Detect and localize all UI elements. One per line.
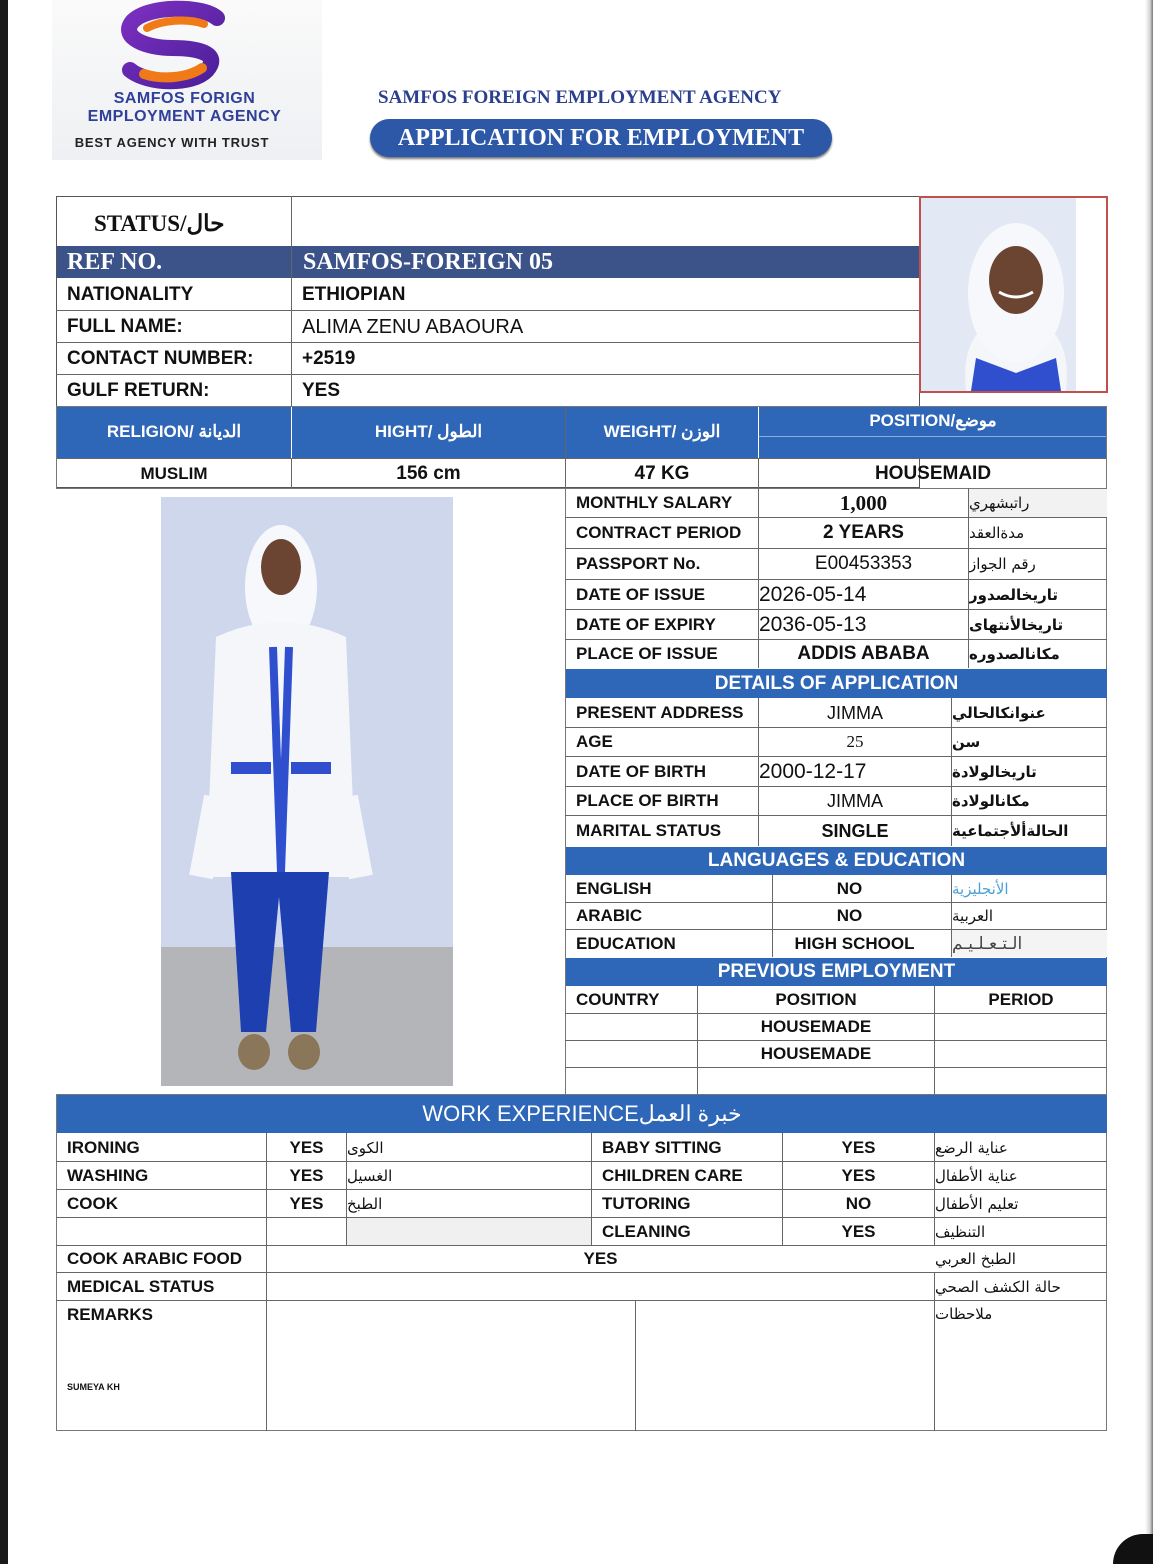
age-label: AGE xyxy=(576,732,613,751)
nationality-value: ETHIOPIAN xyxy=(302,284,406,305)
remarks-arabic: ملاحظات xyxy=(935,1305,993,1323)
ref-label: REF NO. xyxy=(67,248,163,275)
page-corner xyxy=(1113,1534,1153,1564)
tutoring-label: TUTORING xyxy=(602,1193,691,1213)
baby-sitting-value: YES xyxy=(841,1137,876,1157)
status-value xyxy=(292,197,918,244)
pob-arabic: مكانالولادة xyxy=(952,792,1030,810)
washing-label: WASHING xyxy=(67,1165,149,1185)
medical-status-arabic: حالة الكشف الصحي xyxy=(935,1277,1061,1296)
address-value: JIMMA xyxy=(827,702,883,723)
education-arabic: الـتـعـلـيـم xyxy=(952,930,1107,957)
tutoring-value: NO xyxy=(845,1193,872,1213)
contract-period-label: CONTRACT PERIOD xyxy=(576,523,742,542)
previous-employment-header: PREVIOUS EMPLOYMENT xyxy=(566,958,1107,986)
arabic-value: NO xyxy=(836,906,863,925)
logo-line2: EMPLOYMENT AGENCY xyxy=(87,108,282,125)
children-care-arabic: عناية الأطفال xyxy=(935,1166,1018,1185)
cook-arabic-food-label: COOK ARABIC FOOD xyxy=(67,1249,243,1268)
religion-header: RELIGION/ الديانة xyxy=(57,406,291,458)
cook-arabic-food-arabic: الطبخ العربي xyxy=(935,1250,1016,1268)
nationality-label: NATIONALITY xyxy=(67,284,194,305)
ironing-arabic: الكوى xyxy=(347,1138,384,1157)
full-name-label: FULL NAME: xyxy=(67,316,183,337)
salary-value: 1,000 xyxy=(839,490,888,515)
marital-status-label: MARITAL STATUS xyxy=(576,821,722,840)
empty-shaded-cell xyxy=(347,1218,591,1245)
height-value: 156 cm xyxy=(396,462,461,484)
washing-value: YES xyxy=(289,1165,324,1185)
passport-value: E00453353 xyxy=(814,553,913,574)
education-value: HIGH SCHOOL xyxy=(794,933,915,953)
prev-position-header: POSITION xyxy=(775,990,857,1009)
prev-position-2: HOUSEMADE xyxy=(760,1044,872,1063)
contract-period-value: 2 YEARS xyxy=(823,522,904,543)
cook-arabic: الطبخ xyxy=(347,1194,383,1213)
full-name-value: ALIMA ZENU ABAOURA xyxy=(302,315,524,338)
height-header: HIGHT/ الطول xyxy=(292,406,565,458)
pob-value: JIMMA xyxy=(827,790,883,811)
contact-value: +2519 xyxy=(302,348,356,369)
gulf-return-label: GULF RETURN: xyxy=(67,380,210,401)
marital-status-value: SINGLE xyxy=(821,820,889,841)
religion-value: MUSLIM xyxy=(140,463,208,483)
ironing-value: YES xyxy=(289,1137,324,1157)
washing-arabic: الغسيل xyxy=(347,1166,393,1185)
baby-sitting-arabic: عناية الرضع xyxy=(935,1138,1008,1157)
english-value: NO xyxy=(836,879,863,898)
passport-arabic: رقم الجواز xyxy=(969,555,1036,573)
education-label: EDUCATION xyxy=(576,933,676,953)
logo-tagline: BEST AGENCY WITH TRUST xyxy=(74,135,270,150)
signature: SUMEYA KH xyxy=(67,1382,120,1392)
salary-label: MONTHLY SALARY xyxy=(576,493,733,512)
arabic-arabic: العربية xyxy=(952,907,993,925)
cleaning-label: CLEANING xyxy=(602,1221,691,1241)
agency-name: SAMFOS FOREIGN EMPLOYMENT AGENCY xyxy=(378,87,782,108)
place-of-issue-arabic: مكانالصدوره xyxy=(969,645,1060,663)
cleaning-value: YES xyxy=(841,1221,876,1241)
ref-value: SAMFOS-FOREIGN 05 xyxy=(303,248,554,275)
pob-label: PLACE OF BIRTH xyxy=(576,791,719,810)
children-care-value: YES xyxy=(841,1165,876,1185)
cook-value: YES xyxy=(289,1193,324,1213)
age-arabic: سن xyxy=(952,733,981,751)
medical-status-label: MEDICAL STATUS xyxy=(67,1276,215,1296)
prev-country-header: COUNTRY xyxy=(576,990,660,1009)
logo-line1: SAMFOS FORIGN xyxy=(113,90,256,107)
form-title: APPLICATION FOR EMPLOYMENT xyxy=(370,119,832,157)
address-arabic: عنوانكالحالي xyxy=(952,704,1046,722)
contact-label: CONTACT NUMBER: xyxy=(67,348,254,369)
prev-period-header: PERIOD xyxy=(988,990,1054,1009)
arabic-label: ARABIC xyxy=(576,906,643,925)
place-of-issue-value: ADDIS ABABA xyxy=(797,643,930,664)
tutoring-arabic: تعليم الأطفال xyxy=(935,1194,1019,1213)
full-body-photo xyxy=(161,497,453,1086)
expiry-date-label: DATE OF EXPIRY xyxy=(576,614,716,634)
address-label: PRESENT ADDRESS xyxy=(576,703,744,722)
english-arabic: الأنجليزية xyxy=(952,880,1009,898)
work-experience-header: WORK EXPERIENCEخبرة العمل xyxy=(57,1095,1107,1133)
dob-arabic: تاريخالولادة xyxy=(952,762,1037,781)
expiry-date-arabic: تاريخالأنتهاى xyxy=(969,615,1064,634)
position-header: POSITION/موضع xyxy=(759,406,1107,436)
children-care-label: CHILDREN CARE xyxy=(602,1165,743,1185)
logo-name xyxy=(52,90,317,126)
person-full-body-icon xyxy=(161,497,453,1086)
place-of-issue-label: PLACE OF ISSUE xyxy=(576,644,718,663)
prev-position-1: HOUSEMADE xyxy=(760,1017,872,1036)
cook-arabic-food-value: YES xyxy=(583,1249,618,1268)
ref-row xyxy=(57,246,919,278)
expiry-date-value: 2036-05-13 xyxy=(759,612,867,636)
issue-date-value: 2026-05-14 xyxy=(759,582,867,606)
application-section-header: DETAILS OF APPLICATION xyxy=(566,669,1107,698)
cook-label: COOK xyxy=(67,1193,118,1213)
weight-value: 47 KG xyxy=(634,462,690,484)
contract-period-arabic: مدةالعقد xyxy=(969,524,1025,542)
weight-header: WEIGHT/ الوزن xyxy=(566,406,758,458)
status-label: STATUS/حال xyxy=(94,211,225,236)
english-label: ENGLISH xyxy=(576,879,652,898)
dob-value: 2000-12-17 xyxy=(759,759,867,783)
remarks-label: REMARKS xyxy=(67,1305,153,1324)
age-value: 25 xyxy=(846,732,864,751)
gulf-return-value: YES xyxy=(302,380,341,401)
ironing-label: IRONING xyxy=(67,1137,140,1157)
page-left-edge xyxy=(0,0,8,1564)
cleaning-arabic: التنظيف xyxy=(935,1222,986,1241)
dob-label: DATE OF BIRTH xyxy=(576,761,707,781)
passport-photo xyxy=(919,196,1108,393)
person-portrait-icon xyxy=(921,198,1106,391)
salary-arabic: راتبشهري xyxy=(969,489,1107,517)
baby-sitting-label: BABY SITTING xyxy=(602,1137,722,1157)
logo-s-icon xyxy=(52,0,322,90)
position-value: HOUSEMAID xyxy=(874,462,992,484)
issue-date-label: DATE OF ISSUE xyxy=(576,584,706,604)
languages-section-header: LANGUAGES & EDUCATION xyxy=(566,847,1107,875)
marital-status-arabic: الحالةألأجتماعية xyxy=(952,822,1069,840)
issue-date-arabic: تاريخالصدور xyxy=(969,585,1059,604)
passport-label: PASSPORT No. xyxy=(576,554,701,573)
page-right-edge xyxy=(1145,0,1153,1564)
